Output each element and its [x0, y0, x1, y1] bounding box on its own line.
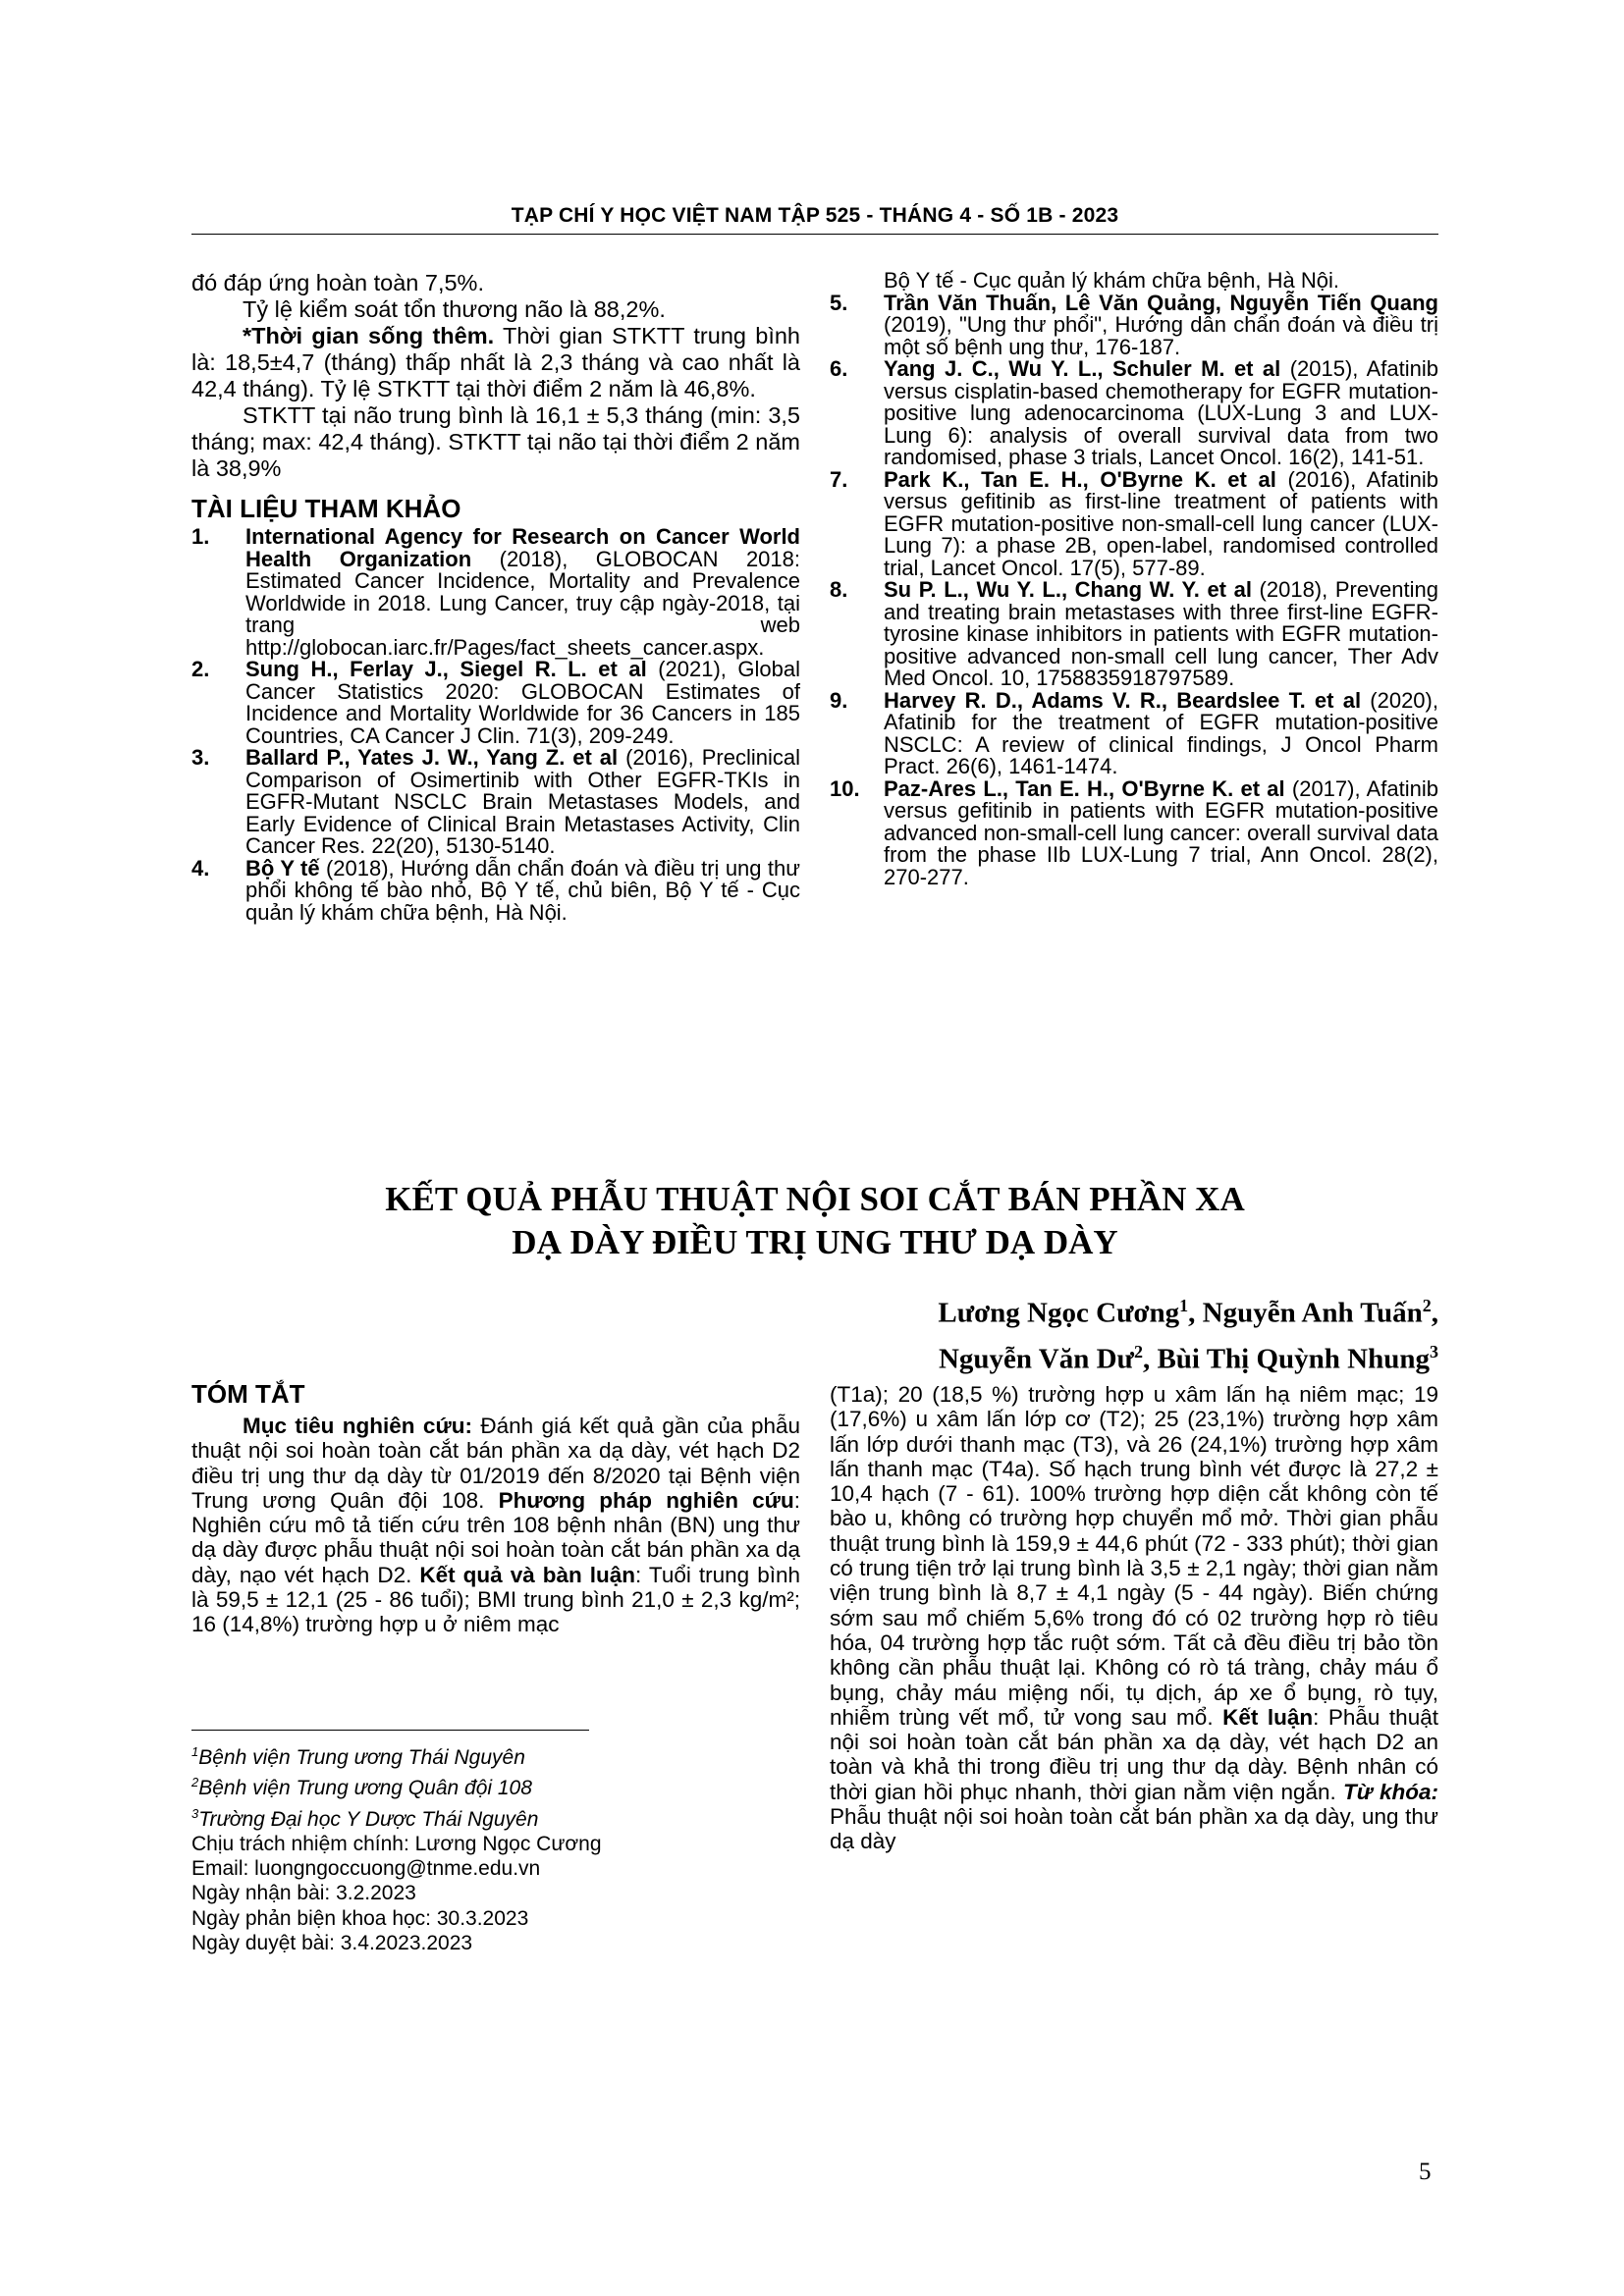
reference-details: (2018), GLOBOCAN 2018: Estimated Cancer Incidence, Mortality and Prevalence Worldwide in 2018. Lung Cancer, truy cập ngày-2018, tại trang web http://globocan.iarc.fr/Pages/fact_sheets_cancer.aspx. [245, 546, 801, 660]
reference-details: (2018), Preventing and treating brain metastases with three first-line EGFR-tyrosine kinase inhibitors in patients with EGFR mutation-positive advanced non-small cell lung cancer, Ther Adv Med Oncol. 10, 1758835918797589. [884, 577, 1439, 690]
reference-number: 5. [830, 290, 848, 315]
reference-details: (2017), Afatinib versus gefitinib in patients with EGFR mutation-positive advanced non-small-cell lung cancer: overall survival data from the phase IIb LUX-Lung 7 trial, Ann Oncol. 28(2), 270-277. [884, 775, 1438, 889]
author-name: Nguyễn Anh Tuấn [1202, 1297, 1423, 1329]
article-title [191, 1178, 1438, 1264]
reference-item [830, 290, 1438, 359]
abstract-conclusion-text: : Phẫu thuật nội soi hoàn toàn cắt bán phần xa dạ dày, vét hạch D2 an toàn và khả thi trong điều trị ung thư dạ dày. Bệnh nhân có thời gian hồi phục nhanh, thời gian nằm viện ngắn. [830, 1704, 1438, 1804]
reference-number: 6. [830, 356, 848, 381]
abstract-method-text: : Nghiên cứu mô tả tiến cứu trên 108 bệnh nhân (BN) ung thư dạ dày được phẫu thuật nội soi hoàn toàn cắt bán phần xa dạ dày, nạo vét hạch D2. [191, 1487, 800, 1587]
abstract-heading: TÓM TẮT [191, 1379, 305, 1409]
references-heading: TÀI LIỆU THAM KHẢO [191, 494, 461, 523]
article-title-line: DẠ DÀY ĐIỀU TRỊ UNG THƯ DẠ DÀY [512, 1223, 1118, 1261]
footnotes [191, 1739, 800, 1955]
page-number: 5 [1419, 2159, 1432, 2185]
paragraph-brain-survival: STKTT tại não trung bình là 16,1 ± 5,3 tháng (min: 3,5 tháng; max: 42,4 tháng). STKTT tại não tại thời điểm 2 năm là 38,9% [191, 402, 800, 481]
reference-number: 7. [830, 466, 848, 492]
reference-item [830, 579, 1438, 690]
reference-item [191, 526, 800, 659]
reference-authors: International Agency for Research on Cancer World Health Organization [245, 524, 800, 571]
abstract-right [830, 1382, 1438, 1854]
reference-authors: Harvey R. D., Adams V. R., Beardslee T. et al [884, 687, 1362, 713]
author-name: Bùi Thị Quỳnh Nhung [1157, 1343, 1430, 1375]
reference-item-continuation [830, 270, 1438, 293]
author-line: Lương Ngọc Cương$^1$, Nguyễn Anh Tuấn$^2$, [938, 1296, 1438, 1329]
right-column-top [830, 270, 1438, 888]
article-authors [785, 1287, 1438, 1378]
author-affiliation-mark: 3 [1430, 1341, 1438, 1362]
paragraph-survival [191, 323, 800, 402]
survival-text: Thời gian STKTT trung bình là: 18,5±4,7 (tháng) thấp nhất là 2,3 tháng và cao nhất là 42,4 tháng). Tỷ lệ STKTT tại thời điểm 2 năm là 46,8%. [191, 323, 800, 401]
abstract-result-continued: (T1a); 20 (18,5 %) trường hợp u xâm lấn hạ niêm mạc; 19 (17,6%) u xâm lấn lớp cơ (T2); 25 (23,1%) trường hợp xâm lấn lớp dưới thanh mạc (T3), và 26 (24,1%) trường hợp xâm lấn thanh mạc (T4a). Số hạch trung bình vét được là 27,2 ± 10,4 hạch (7 - 61). 100% trường hợp diện cắt không còn tế bào u, không có trường hợp chuyển mổ mở. Thời gian phẫu thuật trung bình là 159,9 ± 44,6 phút (72 - 333 phút); thời gian có trung tiện trở lại trung bình là 3,5 ± 2,1 ngày; thời gian nằm viện trung bình là 8,7 ± 4,1 ngày (5 - 44 ngày). Biến chứng sớm sau mổ chiếm 5,6% trong đó có 02 trường hợp rò tiêu hóa, 04 trường hợp tắc ruột sớm. Tất cả đều điều trị bảo tồn không cần phẫu thuật lại. Không có rò tá tràng, chảy máu ổ bụng, chảy máu miệng nối, tụ dịch, áp xe ổ bụng, rò tụy, nhiễm trùng vết mổ, tử vong sau mổ. [830, 1382, 1438, 1730]
reference-authors: Yang J. C., Wu Y. L., Schuler M. et al [884, 356, 1281, 381]
reference-continuation-text: Bộ Y tế - Cục quản lý khám chữa bệnh, Hà Nội. [884, 268, 1339, 293]
abstract-keywords-text: Phẫu thuật nội soi hoàn toàn cắt bán phần xa dạ dày, ung thư dạ dày [830, 1804, 1438, 1854]
author-affiliation-mark: 2 [1422, 1296, 1432, 1315]
date-reviewed: Ngày phản biện khoa học: 30.3.2023 [191, 1906, 529, 1930]
article-title-line: KẾT QUẢ PHẪU THUẬT NỘI SOI CẮT BÁN PHẦN XA [385, 1180, 1245, 1218]
reference-details: (2016), Afatinib versus gefitinib as first-line treatment of patients with EGFR mutation-positive non-small-cell lung cancer (LUX-Lung 7): a phase 2B, open-label, randomised controlled trial, Lancet Oncol. 17(5), 577-89. [884, 466, 1438, 580]
reference-authors: Sung H., Ferlay J., Siegel R. L. et al [245, 657, 647, 681]
author-affiliation-mark: 1 [1179, 1296, 1189, 1315]
abstract-aim-label: Mục tiêu nghiên cứu: [243, 1414, 472, 1438]
reference-item [830, 466, 1438, 580]
footnote-rule [191, 1730, 589, 1731]
reference-number: 9. [830, 687, 848, 713]
reference-authors: Bộ Y tế [245, 855, 320, 881]
reference-list-left [191, 524, 801, 925]
affiliation-text: Bệnh viện Trung ương Thái Nguyên [198, 1746, 525, 1769]
reference-number: 1. [191, 524, 210, 549]
affiliation-mark: 1 [191, 1744, 199, 1759]
reference-item [191, 659, 800, 747]
reference-details: (2016), Preclinical Comparison of Osimertinib with Other EGFR-TKIs in EGFR-Mutant NSCLC Brain Metastases Models, and Early Evidence of Clinical Brain Metastases Activity, Clin Cancer Res. 22(20), 5130-5140. [245, 745, 800, 858]
reference-authors: Park K., Tan E. H., O'Byrne K. et al [884, 466, 1276, 492]
contact-email: Email: luongngoccuong@tnme.edu.vn [191, 1857, 541, 1881]
affiliation-text: Bệnh viện Trung ương Quân đội 108 [198, 1777, 532, 1800]
reference-item [191, 855, 800, 925]
abstract-paragraph-continued [830, 1382, 1438, 1854]
journal-header: TẠP CHÍ Y HỌC VIỆT NAM TẬP 525 - THÁNG 4 - SỐ 1B - 2023 [511, 204, 1119, 227]
reference-item [191, 747, 800, 858]
reference-details: (2018), Hướng dẫn chẩn đoán và điều trị ung thư phổi không tế bào nhỏ, Bộ Y tế, chủ biên, Bộ Y tế - Cục quản lý khám chữa bệnh, Hà Nội. [245, 855, 800, 925]
abstract-result-text: : Tuổi trung bình là 59,5 ± 12,1 (25 - 86 tuổi); BMI trung bình 21,0 ± 2,3 kg/m²; 16 (14,8%) trường hợp u ở niêm mạc [191, 1562, 800, 1637]
author-name: Lương Ngọc Cương [938, 1297, 1180, 1329]
affiliation-mark: 2 [191, 1775, 199, 1790]
survival-label: *Thời gian sống thêm. [243, 323, 495, 348]
abstract-conclusion-label: Kết luận [1222, 1704, 1314, 1730]
header-rule [191, 234, 1438, 235]
abstract-aim-text: Đánh giá kết quả gần của phẫu thuật nội soi hoàn toàn cắt bán phần xa dạ dày, vét hạch D2 điều trị ung thư dạ dày từ 01/2019 đến 8/2020 tại Bệnh viện Trung ương Quân đội 108. [191, 1414, 801, 1513]
affiliation-2 [191, 1770, 800, 1800]
paragraph-response: đó đáp ứng hoàn toàn 7,5%. [191, 270, 484, 295]
affiliation-text: Trường Đại học Y Dược Thái Nguyên [198, 1807, 539, 1831]
author-line: Nguyễn Văn $Dư^2$, Bùi Thị Quỳnh Nhung$^3$ [938, 1341, 1438, 1375]
left-column-top [191, 270, 801, 925]
author-affiliation-mark: 2 [1133, 1341, 1143, 1362]
reference-authors: Paz-Ares L., Tan E. H., O'Byrne K. et al [884, 775, 1285, 801]
reference-authors: Ballard P., Yates J. W., Yang Z. et al [245, 745, 619, 770]
abstract-method-label: Phương pháp nghiên cứu [498, 1487, 794, 1513]
reference-authors: Trần Văn Thuấn, Lê Văn Quảng, Nguyễn Tiến Quang [884, 290, 1438, 315]
reference-number: 4. [191, 855, 210, 881]
responsible-author: Chịu trách nhiệm chính: Lương Ngọc Cương [191, 1832, 602, 1855]
reference-authors: Su P. L., Wu Y. L., Chang W. Y. et al [884, 577, 1252, 602]
affiliation-3 [191, 1801, 800, 1832]
abstract-left [191, 1379, 800, 1637]
date-accepted: Ngày duyệt bài: 3.4.2023.2023 [191, 1932, 473, 1955]
reference-details: (2021), Global Cancer Statistics 2020: GLOBOCAN Estimates of Incidence and Mortality Worldwide for 36 Cancers in 185 Countries, CA Cancer J Clin. 71(3), 209-249. [245, 657, 800, 748]
reference-details: (2020), Afatinib for the treatment of EGFR mutation-positive NSCLC: A review of clinical findings, J Oncol Pharm Pract. 26(6), 1461-1474. [884, 687, 1438, 778]
affiliation-mark: 3 [191, 1805, 199, 1821]
reference-number: 8. [830, 577, 848, 602]
abstract-result-label: Kết quả và bàn luận [419, 1562, 636, 1587]
abstract-paragraph [191, 1414, 800, 1637]
paragraph-brain-control: Tỷ lệ kiểm soát tổn thương não là 88,2%. [243, 296, 666, 322]
reference-item [830, 358, 1438, 469]
date-received: Ngày nhận bài: 3.2.2023 [191, 1882, 416, 1905]
reference-details: (2015), Afatinib versus cisplatin-based chemotherapy for EGFR mutation-positive lung adenocarcinoma (LUX-Lung 3 and LUX-Lung 6): analysis of overall survival data from two randomised, phase 3 trials, Lancet Oncol. 16(2), 141-51. [884, 356, 1438, 469]
reference-number: 3. [191, 745, 210, 770]
affiliation-1 [191, 1739, 800, 1770]
reference-item [830, 687, 1438, 778]
reference-details: (2019), "Ung thư phổi", Hướng dẫn chẩn đoán và điều trị một số bệnh ung thư, 176-187. [884, 312, 1438, 359]
abstract-keywords-label: Từ khóa: [1342, 1779, 1438, 1804]
reference-number: 10. [830, 775, 860, 801]
reference-number: 2. [191, 657, 210, 681]
author-name: Nguyễn Văn Dư [938, 1343, 1134, 1375]
reference-item [830, 775, 1438, 889]
